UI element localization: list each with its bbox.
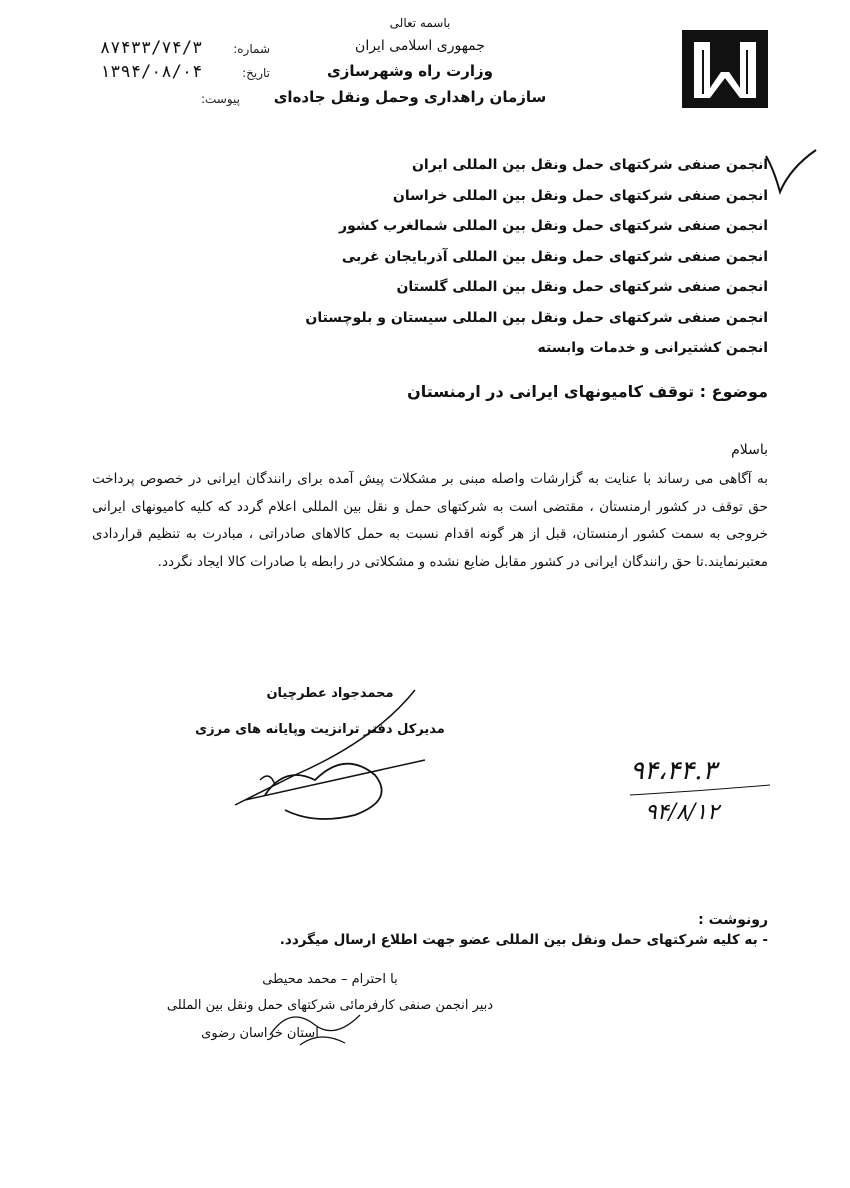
receipt-underline [620, 755, 780, 845]
forward-province: استان خراسان رضوی [201, 1026, 319, 1041]
recipient-item: انجمن صنفی شرکتهای حمل ونقل بین المللی خراسان [392, 187, 768, 204]
signer-title: مدیرکل دفتر ترانزیت وپایانه های مرزی [195, 722, 445, 737]
signer-name: محمدجواد عطرچیان [266, 686, 394, 701]
recipients-list [300, 150, 768, 364]
signature-scribble [225, 680, 455, 830]
recipient-item: انجمن صنفی شرکتهای حمل ونقل بین المللی شمالغرب کشور [339, 218, 768, 234]
subject-line: موضوع : توقف کامیونهای ایرانی در ارمنستان [407, 382, 768, 401]
organization-title: سازمان راهداری وحمل ونقل جاده‌ای [273, 88, 547, 106]
forward-signature [260, 995, 380, 1055]
recipient-item: انجمن صنفی شرکتهای حمل ونقل بین المللی سیستان و بلوچستان [305, 309, 768, 326]
date-value: ۱۳۹۴/۰۸/۰۴ [100, 62, 203, 82]
greeting: باسلام [731, 442, 768, 458]
letter-body: به آگاهی می رساند با عنایت به گزارشات واصله مبنی بر مشکلات پیش آمده برای رانندگان ایرانی در خصوص پرداخت حق توقف در کشور ارمنستان ، مقتضی است به شرکتهای حمل و نقل بین المللی اعلام گردد که کلیه کامیونهای ایرانی خروجی به سمت کشور ارمنستان، قبل از هر گونه اقدام نسبت به حمل کالاهای صادراتی ، مبادرت به تنظیم قراردادی معتبرنمایند.تا حق رانندگان ایرانی در کشور مقابل ضایع نشده و مشکلاتی در رابطه با صادرات کالا ایجاد نگردد. [92, 471, 768, 570]
organization-logo [680, 28, 770, 110]
forward-sender: با احترام – محمد محیطی [262, 972, 398, 987]
copy-label: رونوشت : [698, 912, 768, 928]
check-mark-icon [760, 148, 820, 198]
number-value: ۸۷۴۳۳/۷۴/۳ [100, 38, 203, 58]
receipt-date: ۹۴/۸/۱۲ [645, 800, 719, 825]
attachment-label: پیوست: [200, 92, 240, 106]
date-label: تاریخ: [242, 66, 270, 80]
number-label: شماره: [233, 42, 270, 56]
forward-title: دبیر انجمن صنفی کارفرمائی شرکتهای حمل ونقل بین المللی [166, 998, 494, 1013]
recipient-item: انجمن صنفی شرکتهای حمل ونقل بین المللی گلستان [396, 279, 768, 295]
recipient-item: انجمن کشتیرانی و خدمات وابسته [537, 340, 768, 356]
recipient-item: انجمن صنفی شرکتهای حمل ونقل بین المللی آذربایجان غربی [341, 248, 768, 265]
republic-title: جمهوری اسلامی ایران [355, 38, 485, 54]
bismillah: باسمه تعالی [389, 16, 451, 30]
ministry-title: وزارت راه وشهرسازی [327, 62, 493, 80]
receipt-number: ۹۴،۴۴.۳ [630, 756, 717, 786]
recipient-item: انجمن صنفی شرکتهای حمل ونقل بین المللی ایران [411, 157, 768, 173]
copy-text: - به کلیه شرکتهای حمل ونقل بین المللی عضو جهت اطلاع ارسال میگردد. [279, 932, 768, 948]
